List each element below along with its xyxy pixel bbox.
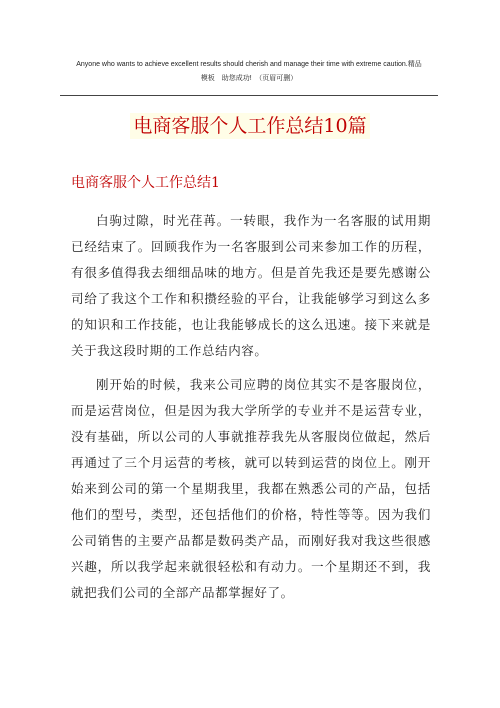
header-divider — [60, 95, 438, 96]
document-title-wrap — [0, 113, 500, 139]
header-line-1: Anyone who wants to achieve excellent results should cherish and manage their time with extreme caution.精品 — [76, 61, 422, 68]
paragraph: 刚开始的时候，我来公司应聘的岗位其实不是客服岗位，而是运营岗位，但是因为我大学所学的专业并不是运营专业，没有基础，所以公司的人事就推荐我先从客服岗位做起，然后再通过了三个月运营的考核，就可以转到运营的岗位上。刚开始来到公司的第一个星期我里，我都在熟悉公司的产品，包括他们的型号，类型，还包括他们的价格，特性等等。因为我们公司销售的主要产品都是数码类产品，而刚好我对我这些很感兴趣，所以我学起来就很轻松和有动力。一个星期还不到，我就把我们公司的全部产品都掌握好了。 — [71, 377, 431, 600]
page-header — [60, 58, 438, 86]
section-title: 电商客服个人工作总结1 — [71, 175, 220, 191]
header-line-2: 模板 助您成功! （页眉可删） — [200, 75, 298, 82]
paragraph: 白驹过隙，时光荏苒。一转眼，我作为一名客服的试用期已经结束了。回顾我作为一名客服到公司来参加工作的历程，有很多值得我去细细品味的地方。但是首先我还是要先感谢公司给了我这个工作和积攒经验的平台，让我能够学习到这么多的知识和工作技能，也让我能够成长的这么迅速。接下来就是关于我这段时期的工作总结内容。 — [71, 213, 431, 358]
body-text — [71, 208, 431, 614]
document-title: 电商客服个人工作总结10篇 — [130, 113, 369, 139]
